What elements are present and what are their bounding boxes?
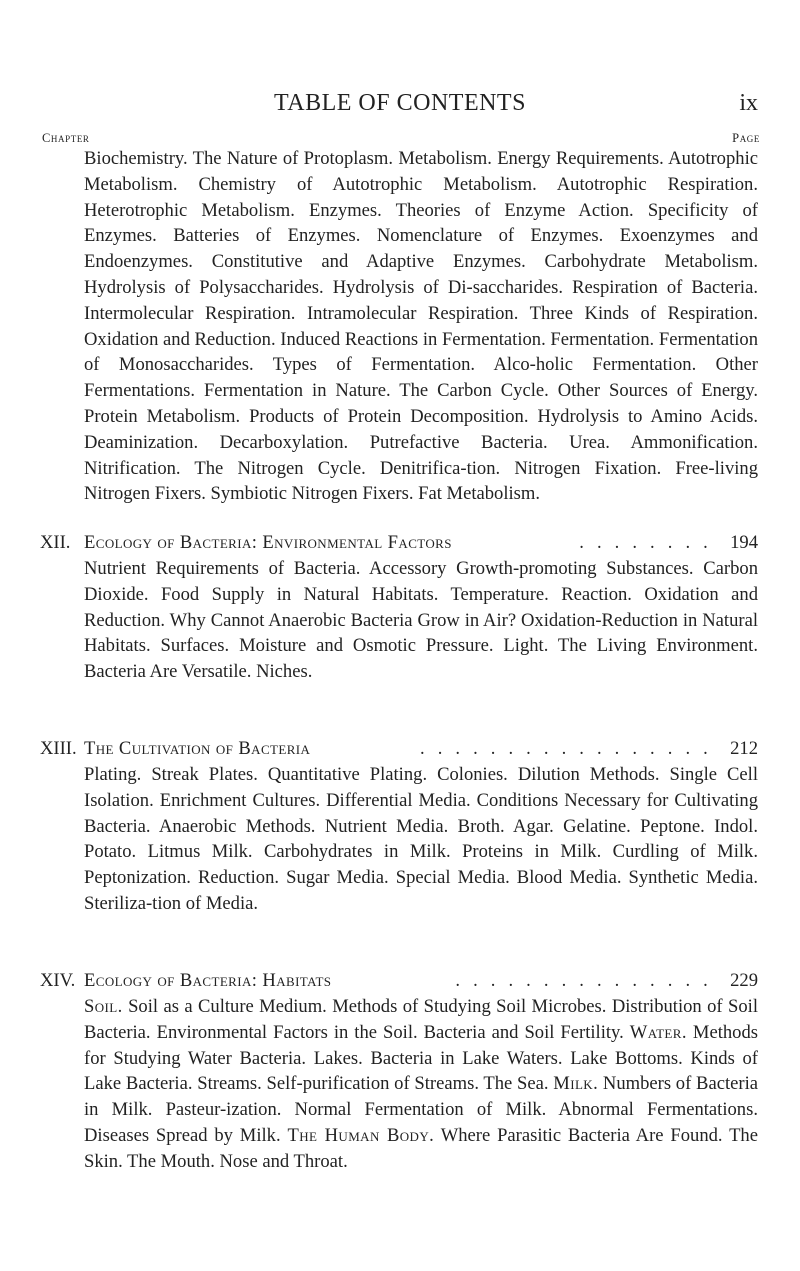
chapter-number: XIV. bbox=[40, 970, 76, 991]
summary-segment: Where Parasitic Bacteria Are Found. The Skin. The Mouth. Nose and Throat. bbox=[84, 1124, 758, 1172]
continued-chapter-summary bbox=[40, 146, 758, 507]
dot-leader: . . . . . . . . bbox=[579, 532, 712, 553]
chapter-title: Ecology of Bacteria: Environmental Factors bbox=[84, 532, 452, 553]
summary-segment: Methods for Studying Water Bacteria. Lakes. Bacteria in Lake Waters. Lake Bottoms. Kinds of Lake Bacteria. Streams. Self-purification of Streams. The Sea. bbox=[84, 1021, 758, 1095]
summary-segment: Numbers of Bacteria in Milk. Pasteur-ization. Normal Fermentation of Milk. Abnormal Fermentations. Diseases Spread by Milk. bbox=[84, 1073, 758, 1146]
section-label-soil: Soil. bbox=[84, 996, 123, 1017]
dot-leader: . . . . . . . . . . . . . . . bbox=[455, 970, 712, 991]
chapter-number: XIII. bbox=[40, 738, 77, 759]
chapter-title: The Cultivation of Bacteria bbox=[84, 738, 311, 759]
page-number: ix bbox=[739, 90, 758, 116]
section-label-human-body: The Human Body. bbox=[287, 1124, 435, 1146]
summary-segment: Soil as a Culture Medium. Methods of Studying Soil Microbes. Distribution of Soil Bacteria. Environmental Factors in the Soil. Bacteria and Soil Fertility. bbox=[84, 996, 758, 1043]
chapter-page-number: 229 bbox=[730, 970, 758, 991]
section-label-water: Water. bbox=[629, 1021, 687, 1043]
chapter-summary-text: Biochemistry. The Nature of Protoplasm. Metabolism. Energy Requirements. Autotrophic Metabolism. Chemistry of Autotrophic Metabolism. Autotrophic Respiration. Heterotrophic Metabolism. Enzymes. Theories of Enzyme Action. Specificity of Enzymes. Batteries of Enzymes. Nomenclature of Enzymes. Exoenzymes and Endoenzymes. Constitutive and Adaptive Enzymes. Carbohydrate Metabolism. Hydrolysis of Polysaccharides. Hydrolysis of Di-saccharides. Respiration of Bacteria. Intermolecular Respiration. Intramolecular Respiration. Three Kinds of Respiration. Oxidation and Reduction. Induced Reactions in Fermentation. Fermentation. Fermentation of Monosaccharides. Types of Fermentation. Alco-holic Fermentation. Other Fermentations. Fermentation in Nature. The Carbon Cycle. Other Sources of Energy. Protein Metabolism. Products of Protein Decomposition. Hydrolysis to Amino Acids. Deaminization. Decarboxylation. Putrefactive Bacteria. Urea. Ammonification. Nitrification. The Nitrogen Cycle. Denitrifica-tion. Nitrogen Fixation. Free-living Nitrogen Fixers. Symbiotic Nitrogen Fixers. Fat Metabolism. bbox=[84, 148, 758, 505]
chapter-number: XII. bbox=[40, 532, 71, 553]
chapter-column-label: Chapter bbox=[42, 131, 90, 145]
chapter-summary-text: Nutrient Requirements of Bacteria. Accessory Growth-promoting Substances. Carbon Dioxide. Food Supply in Natural Habitats. Temperature. Reaction. Oxidation and Reduction. Why Cannot Anaerobic Bacteria Grow in Air? Oxidation-Reduction in Natural Habitats. Surfaces. Moisture and Osmotic Pressure. Light. The Living Environment. Bacteria Are Versatile. Niches. bbox=[84, 558, 758, 683]
running-title: TABLE OF CONTENTS bbox=[274, 90, 526, 116]
chapter-title: Ecology of Bacteria: Habitats bbox=[84, 970, 332, 991]
chapter-page-number: 212 bbox=[730, 738, 758, 759]
toc-entry-xiv bbox=[40, 968, 758, 1175]
toc-entry-heading bbox=[40, 968, 758, 994]
chapter-page-number: 194 bbox=[730, 532, 758, 553]
toc-entry-heading bbox=[40, 736, 758, 762]
chapter-summary-text bbox=[84, 994, 758, 1175]
toc-entry-xiii bbox=[40, 736, 758, 917]
toc-entry-heading bbox=[40, 530, 758, 556]
chapter-summary-text: Plating. Streak Plates. Quantitative Plating. Colonies. Dilution Methods. Single Cell Isolation. Enrichment Cultures. Differential Media. Conditions Necessary for Cultivating Bacteria. Anaerobic Methods. Nutrient Media. Broth. Agar. Gelatine. Peptone. Indol. Potato. Litmus Milk. Carbohydrates in Milk. Proteins in Milk. Curdling of Milk. Peptonization. Reduction. Sugar Media. Special Media. Blood Media. Synthetic Media. Steriliza-tion of Media. bbox=[84, 764, 758, 914]
running-head bbox=[40, 84, 760, 124]
dot-leader: . . . . . . . . . . . . . . . . . bbox=[420, 738, 712, 759]
section-label-milk: Milk. bbox=[553, 1073, 599, 1095]
page-column-label: Page bbox=[732, 131, 760, 145]
toc-entry-xii bbox=[40, 530, 758, 685]
